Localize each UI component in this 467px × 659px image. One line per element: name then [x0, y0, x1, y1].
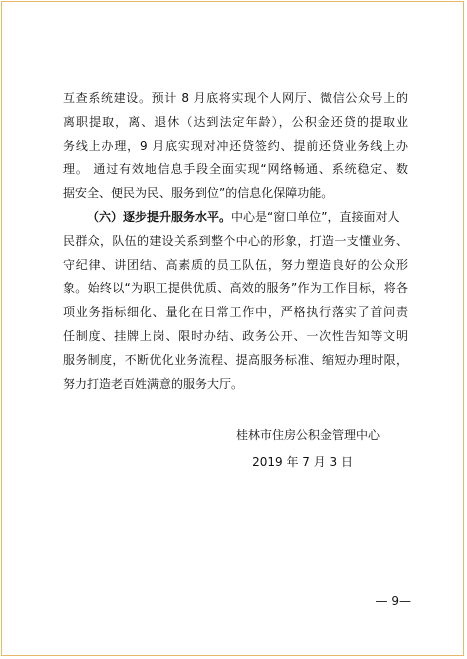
signature-organization: 桂林市住房公积金管理中心 [235, 428, 380, 442]
text-line: 任制度、挂牌上岗、限时办结、政务公开、一次性告知等文明 [63, 328, 408, 343]
text-line: 民群众，队伍的建设关系到整个中心的形象，打造一支懂业务、 [63, 233, 408, 248]
text-line: 项业务指标细化、量化在日常工作中，严格执行落实了首问责 [63, 305, 408, 320]
text-line: 服务制度，不断优化业务流程、提高服务标准、缩短办理时限， [63, 352, 408, 367]
text-line: 据安全、便民为民、服务到位”的信息化保障功能。 [63, 186, 334, 201]
text-line: 努力打造老百姓满意的服务大厅。 [63, 376, 244, 391]
text-line: 离职提取，离、退休（达到法定年龄），公积金还贷的提取业 [63, 114, 408, 129]
page-number: — 9— [375, 594, 411, 608]
section-heading-continuation: 中心是“窗口单位”，直接面对人 [231, 209, 400, 224]
section-heading: （六）逐步提升服务水平。 [87, 209, 232, 224]
text-line: 务线上办理，9 月底实现对冲还贷签约、提前还贷业务线上办 [63, 138, 408, 153]
text-line: 守纪律、讲团结、高素质的员工队伍，努力塑造良好的公众形 [63, 257, 408, 272]
signature-date: 2019 年 7 月 3 日 [252, 455, 353, 469]
text-line: 互查系统建设。预计 8 月底将实现个人网厅、微信公众号上的 [63, 91, 408, 105]
paragraph-heading-line [63, 206, 408, 230]
document-body [63, 87, 408, 396]
text-line: 理。 通过有效地信息手段全面实现“网络畅通、系统稳定、数 [63, 162, 408, 177]
text-line: 象。始终以“为职工提供优质、高效的服务”作为工作目标，将各 [63, 281, 408, 296]
